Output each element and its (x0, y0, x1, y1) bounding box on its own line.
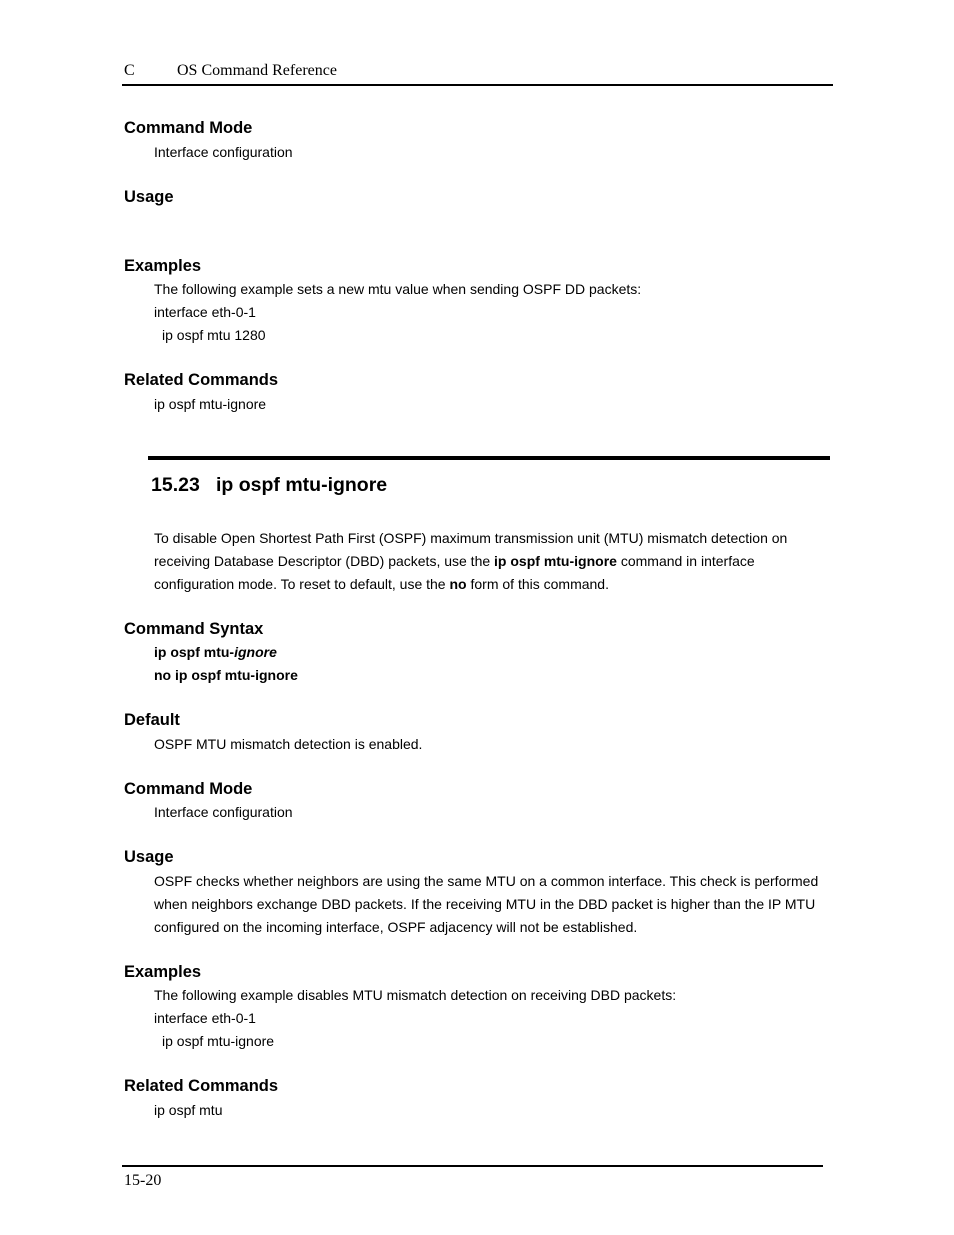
syntax-line-1-prefix: ip ospf mtu- (154, 644, 235, 660)
prev-related-heading: Related Commands (124, 371, 279, 389)
command-mode-heading: Command Mode (124, 780, 253, 798)
prev-usage-heading: Usage (124, 188, 174, 206)
prev-command-mode-text: Interface configuration (154, 144, 293, 160)
example-line-2: ip ospf mtu-ignore (162, 1033, 275, 1049)
syntax-line-1-italic: ignore (234, 644, 277, 660)
section-number: 15.23 (151, 474, 200, 496)
prev-examples-heading: Examples (124, 257, 202, 275)
prev-examples-intro: The following example sets a new mtu value when sending OSPF DD packets: (154, 281, 642, 297)
intro-bold-no: no (449, 576, 467, 592)
syntax-line-1 (154, 644, 277, 660)
footer-rule (122, 1165, 823, 1167)
examples-heading: Examples (124, 963, 202, 981)
prev-command-mode-heading: Command Mode (124, 119, 253, 137)
command-mode-text: Interface configuration (154, 804, 293, 820)
section-rule (148, 456, 830, 460)
header-chapter-letter: C (124, 62, 135, 79)
syntax-line-2: no ip ospf mtu-ignore (154, 667, 298, 683)
header-rule (122, 84, 833, 86)
default-heading: Default (124, 711, 180, 729)
intro-text-1: To disable Open Shortest Path First (OSPF) maximum transmission unit (MTU) mismatch detection on receiving Database Descriptor (DBD) packets, use the (154, 530, 788, 569)
usage-heading: Usage (124, 848, 174, 866)
page-number: 15-20 (124, 1172, 162, 1189)
default-text: OSPF MTU mismatch detection is enabled. (154, 736, 423, 752)
intro-bold-command: ip ospf mtu-ignore (494, 553, 617, 569)
prev-related-text: ip ospf mtu-ignore (154, 396, 267, 412)
example-line-1: interface eth-0-1 (154, 1010, 256, 1026)
section-intro-paragraph (154, 527, 830, 596)
prev-example-line-1: interface eth-0-1 (154, 304, 256, 320)
syntax-heading: Command Syntax (124, 620, 264, 638)
prev-example-line-2: ip ospf mtu 1280 (162, 327, 266, 343)
header-title: OS Command Reference (177, 62, 337, 79)
usage-text: OSPF checks whether neighbors are using the same MTU on a common interface. This check is performed when neighbors exchange DBD packets. If the receiving MTU in the DBD packet is higher than the IP MTU configured on the incoming interface, OSPF adjacency will not be established. (154, 873, 819, 935)
examples-intro: The following example disables MTU mismatch detection on receiving DBD packets: (154, 987, 677, 1003)
intro-text-2: command in interface configuration mode. To reset to default, use the (154, 553, 755, 592)
related-heading: Related Commands (124, 1077, 279, 1095)
section-title (151, 474, 387, 497)
related-text: ip ospf mtu (154, 1102, 223, 1118)
intro-text-3: form of this command. (466, 576, 609, 592)
section-title-text: ip ospf mtu-ignore (216, 474, 388, 496)
